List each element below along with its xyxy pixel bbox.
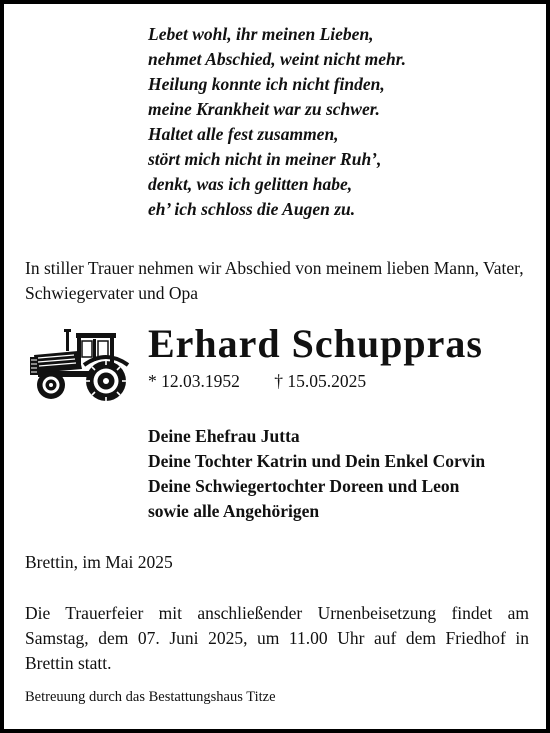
death-date: † 15.05.2025: [274, 371, 367, 391]
poem-line: Haltet alle fest zusammen,: [148, 124, 339, 144]
birth-date: * 12.03.1952: [148, 371, 240, 391]
funeral-line: Die Trauerfeier mit anschließender Urnenbeisetzung findet am: [25, 603, 529, 623]
mourning-intro: In stiller Trauer nehmen wir Abschied von meinem lieben Mann, Vater, Schwiegervater und Opa: [25, 258, 524, 303]
deceased-name: Erhard Schuppras: [148, 321, 483, 366]
poem-line: Lebet wohl, ihr meinen Lieben,: [148, 24, 374, 44]
mourner-line: Deine Schwiegertochter Doreen und Leon: [148, 476, 460, 496]
mourner-line: Deine Tochter Katrin und Dein Enkel Corvin: [148, 451, 486, 471]
poem-line: meine Krankheit war zu schwer.: [148, 99, 380, 119]
obituary-notice: [4, 4, 546, 729]
place-and-date: Brettin, im Mai 2025: [25, 552, 173, 572]
mourners-list: [148, 424, 485, 524]
undertaker-credit: Betreuung durch das Bestattungshaus Titze: [25, 689, 276, 705]
poem-line: denkt, was ich gelitten habe,: [148, 174, 353, 194]
mourner-line: sowie alle Angehörigen: [148, 501, 320, 521]
life-dates: [148, 371, 366, 392]
funeral-announcement: [25, 601, 529, 676]
mourner-line: Deine Ehefrau Jutta: [148, 426, 300, 446]
poem-line: eh’ ich schloss die Augen zu.: [148, 199, 356, 219]
poem-line: Heilung konnte ich nicht finden,: [148, 74, 385, 94]
poem-line: nehmet Abschied, weint nicht mehr.: [148, 49, 406, 69]
tractor-icon: [24, 327, 130, 403]
poem-line: stört mich nicht in meiner Ruh’,: [148, 149, 382, 169]
funeral-line: Samstag, dem 07. Juni 2025, um 11.00 Uhr auf dem Friedhof in: [25, 628, 529, 648]
funeral-line: Brettin statt.: [25, 653, 112, 673]
farewell-poem: [148, 22, 406, 222]
